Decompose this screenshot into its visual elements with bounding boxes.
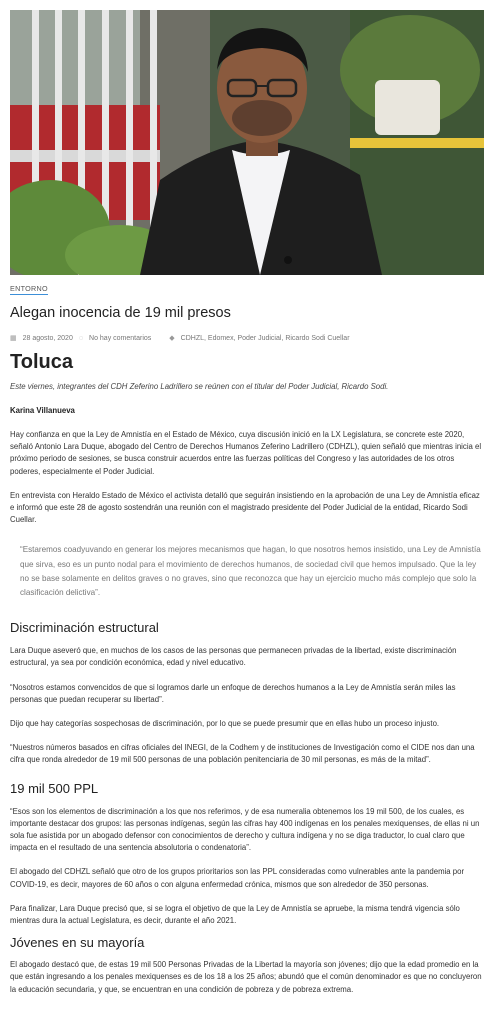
subheading-jovenes: Jóvenes en su mayoría — [10, 935, 145, 951]
blockquote: “Estaremos coadyuvando en generar los mejores mecanismos que hagan, lo que nosotros hemos insistido, una Ley de Amnistía que sirva, eso es un punto nodal para el movimiento de derechos humanos, de sociedad civil que hemos impulsado. Que la ley no se base solamente en delitos graves o no graves, sino que reconozca que hay un ejercicio mucho más complejo que solo la clasificación delictiva”. — [20, 545, 481, 598]
subheading-19mil: 19 mil 500 PPL — [10, 780, 99, 796]
article-author: Karina Villanueva — [10, 406, 75, 415]
paragraph-9: Para finalizar, Lara Duque precisó que, si se logra el objetivo de que la Ley de Amnistía se apruebe, la misma tendrá vigencia sólo mientras dura la actual Legislatura, es decir, durante el año 2021. — [10, 903, 460, 926]
tag-list[interactable]: CDHZL, Edomex, Poder Judicial, Ricardo Sodi Cuellar — [180, 334, 350, 342]
article-meta — [10, 334, 484, 342]
dateline-city: Toluca — [10, 351, 73, 373]
article-lead: Este viernes, integrantes del CDH Zeferino Ladrillero se reúnen con el titular del Poder Judicial, Ricardo Sodi. — [10, 382, 389, 391]
paragraph-8: El abogado del CDHZL señaló que otro de los grupos prioritarios son las PPL consideradas como vulnerables ante la pandemia por COVID-19, es decir, mayores de 60 años o con alguna enfermedad crónica, mismos que son alrededor de 350 personas. — [10, 867, 465, 889]
paragraph-2: En entrevista con Heraldo Estado de México el activista detalló que seguirán insistiendo en la aprobación de una Ley de Amnistía eficaz e informó que este 28 de agosto sostendrán una reunión con el magistrado presidente del Poder Judicial de la entidad, Ricardo Sodi Cuellar. — [10, 490, 480, 525]
category-label[interactable]: ENTORNO — [10, 284, 48, 293]
paragraph-3: Lara Duque aseveró que, en muchos de los casos de las personas que permanecen privadas de la libertad, existe discriminación estructural, ya sea por condición económica, edad y nivel educativo. — [10, 646, 457, 668]
subheading-discriminacion: Discriminación estructural — [10, 620, 159, 636]
paragraph-5: Dijo que hay categorías sospechosas de discriminación, por lo que se puede presumir que en ellas hubo un proceso injusto. — [10, 719, 440, 729]
article-title: Alegan inocencia de 19 mil presos — [10, 305, 231, 321]
hero-illustration — [10, 10, 484, 275]
paragraph-7: “Esos son los elementos de discriminación a los que nos referimos, y de esa numeralia obtenemos los 19 mil 500, de los cuales, es importante destacar dos grupos: las personas indígenas, según las cifras hay 400 indígenas en los penales mexiquenses, de ellas ni un sola fue asistida por un abogado defensor con conocimientos de derecho y cultura indígena y no se diga traductor, lo cual claro que impacta en el resultado de una sentencia absolutoria o condenatoria”. — [10, 806, 480, 853]
paragraph-6: “Nuestros números basados en cifras oficiales del INEGI, de la Codhem y de instituciones de Investigación como el CIDE nos dan una cifra que ronda alrededor de 19 mil 500 personas de una población penitenciaria de 30 mil personas, es más de la mitad”. — [10, 743, 475, 765]
article-date: 28 agosto, 2020 — [22, 334, 73, 342]
paragraph-1: Hay confianza en que la Ley de Amnistía en el Estado de México, cuya discusión inició en la LX Legislatura, se concrete este 2020, señaló Antonio Lara Duque, abogado del Centro de Derechos Humanos Zeferino Ladrillero (CDHZL), quien señaló que mientras inicia el próximo periodo de sesiones, se busca construir acuerdos entre las fuerzas políticas del Congreso y las autoridades de los otros poderes, especialmente el Poder Judicial. — [10, 430, 482, 476]
comment-icon: ◌ — [78, 334, 84, 342]
calendar-icon: ▦ — [10, 335, 17, 342]
article-page — [0, 10, 494, 996]
tag-icon: ◆ — [169, 335, 175, 342]
paragraph-10: El abogado destacó que, de estas 19 mil 500 Personas Privadas de la Libertad la mayoría son jóvenes; dijo que la edad promedio en la que están ingresando a los penales mexiquenses es de los 18 a los 25 años; abundó que el común denominador es que no concluyeron la educación secundaria, y que, se encuentran en una condición de pobreza y de pobreza extrema. — [10, 960, 482, 994]
paragraph-4: “Nosotros estamos convencidos de que si logramos darle un enfoque de derechos humanos a la Ley de Amnistía serán miles las personas que puedan recuperar su libertad”. — [10, 682, 456, 704]
hero-photo — [10, 10, 484, 275]
comments-link[interactable]: No hay comentarios — [89, 334, 152, 342]
